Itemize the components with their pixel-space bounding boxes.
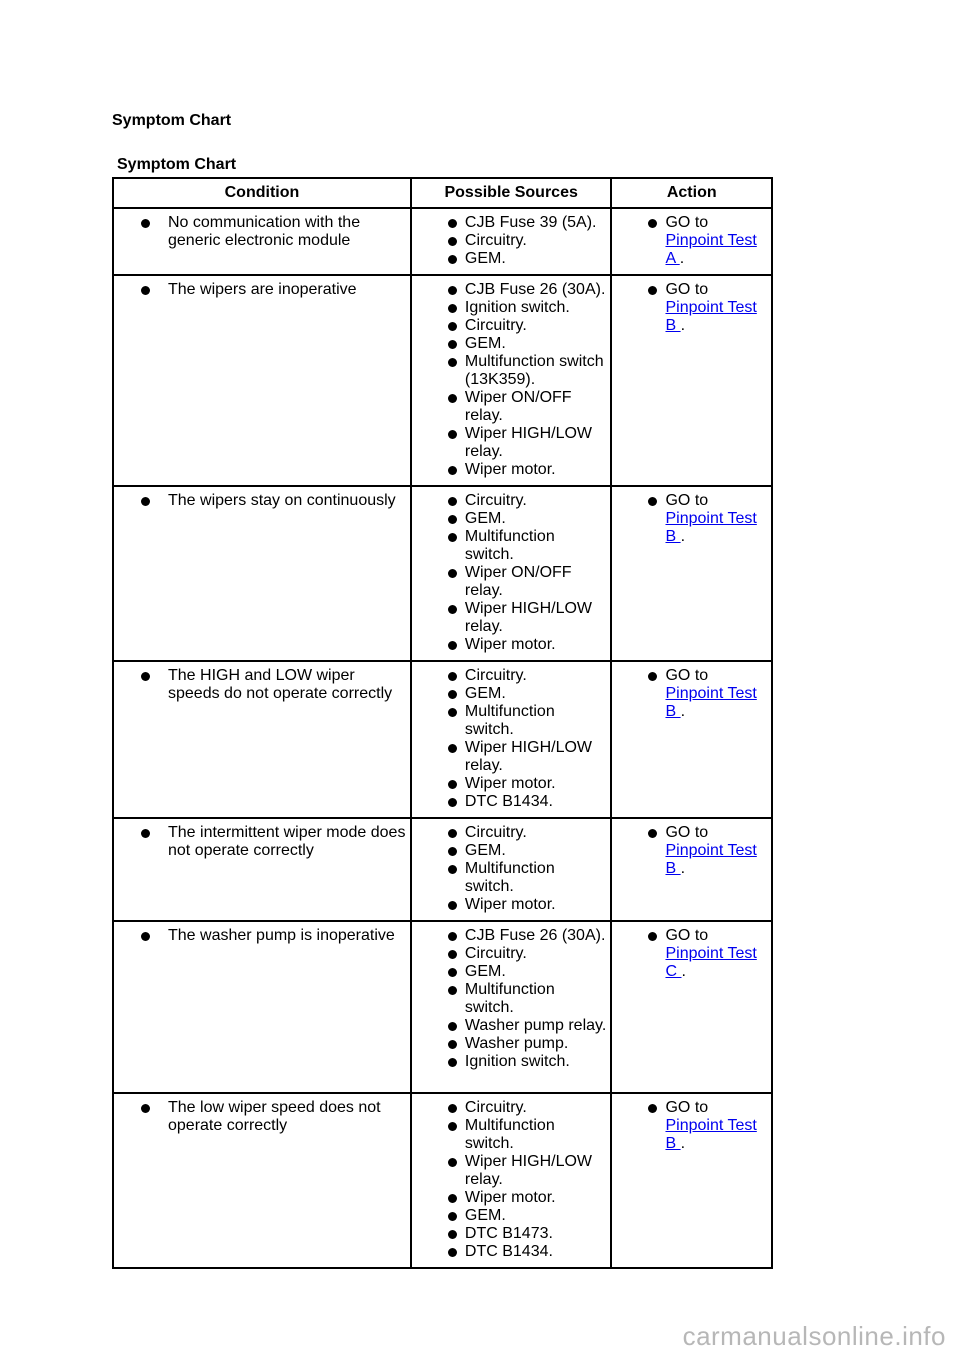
pinpoint-test-link[interactable]: Pinpoint Test B bbox=[665, 510, 757, 545]
action-suffix: . bbox=[681, 963, 686, 980]
source-item: Wiper HIGH/LOW relay. bbox=[412, 1153, 607, 1189]
condition-cell bbox=[113, 921, 411, 1093]
action-item bbox=[612, 214, 767, 268]
source-item: Wiper motor. bbox=[412, 775, 607, 793]
sources-list bbox=[412, 927, 607, 1071]
action-cell bbox=[611, 661, 772, 818]
action-suffix: . bbox=[680, 528, 686, 545]
source-item: DTC B1434. bbox=[412, 793, 607, 811]
source-item: GEM. bbox=[412, 685, 607, 703]
condition-text: The low wiper speed does not operate correctly bbox=[114, 1099, 406, 1135]
source-item: Circuitry. bbox=[412, 317, 607, 335]
table-row bbox=[113, 921, 772, 1093]
source-item: Circuitry. bbox=[412, 492, 607, 510]
source-item: GEM. bbox=[412, 510, 607, 528]
possible-sources-cell bbox=[411, 1093, 612, 1268]
pinpoint-test-link[interactable]: Pinpoint Test B bbox=[665, 842, 757, 877]
source-item: Circuitry. bbox=[412, 667, 607, 685]
action-suffix: . bbox=[679, 250, 685, 267]
source-item: Wiper ON/OFF relay. bbox=[412, 564, 607, 600]
column-header-action: Action bbox=[611, 178, 772, 208]
action-item bbox=[612, 492, 767, 546]
action-item bbox=[612, 824, 767, 878]
source-item: GEM. bbox=[412, 250, 607, 268]
possible-sources-cell bbox=[411, 921, 612, 1093]
action-suffix: . bbox=[680, 703, 686, 720]
action-cell bbox=[611, 486, 772, 661]
condition-cell bbox=[113, 661, 411, 818]
table-row bbox=[113, 208, 772, 275]
source-item: Circuitry. bbox=[412, 1099, 607, 1117]
source-item: Multifunction switch. bbox=[412, 703, 607, 739]
pinpoint-test-link[interactable]: Pinpoint Test B bbox=[665, 685, 757, 720]
sources-list bbox=[412, 667, 607, 811]
condition-text: No communication with the generic electronic module bbox=[114, 214, 406, 250]
action-suffix: . bbox=[680, 860, 686, 877]
pinpoint-test-link[interactable]: Pinpoint Test B bbox=[665, 299, 757, 334]
sources-list bbox=[412, 214, 607, 268]
source-item: GEM. bbox=[412, 1207, 607, 1225]
possible-sources-cell bbox=[411, 818, 612, 921]
source-item: Wiper motor. bbox=[412, 461, 607, 479]
action-prefix: GO to bbox=[665, 492, 709, 509]
source-item: DTC B1434. bbox=[412, 1243, 607, 1261]
action-cell bbox=[611, 818, 772, 921]
source-item: Ignition switch. bbox=[412, 1053, 607, 1071]
table-caption: Symptom Chart bbox=[117, 156, 237, 173]
action-suffix: . bbox=[680, 317, 686, 334]
column-header-sources: Possible Sources bbox=[411, 178, 612, 208]
sources-list bbox=[412, 492, 607, 654]
table-row bbox=[113, 486, 772, 661]
source-item: CJB Fuse 26 (30A). bbox=[412, 927, 607, 945]
condition-cell bbox=[113, 208, 411, 275]
condition-text: The washer pump is inoperative bbox=[114, 927, 406, 945]
source-item: Wiper motor. bbox=[412, 896, 607, 914]
condition-text: The intermittent wiper mode does not operate correctly bbox=[114, 824, 406, 860]
condition-cell bbox=[113, 486, 411, 661]
possible-sources-cell bbox=[411, 208, 612, 275]
source-item: Wiper HIGH/LOW relay. bbox=[412, 739, 607, 775]
action-cell bbox=[611, 275, 772, 486]
action-prefix: GO to bbox=[665, 927, 709, 944]
watermark: carmanualsonline.info bbox=[682, 1321, 946, 1351]
sources-list bbox=[412, 1099, 607, 1261]
column-header-condition: Condition bbox=[113, 178, 411, 208]
source-item: Wiper ON/OFF relay. bbox=[412, 389, 607, 425]
source-item: Circuitry. bbox=[412, 232, 607, 250]
action-suffix: . bbox=[680, 1135, 686, 1152]
condition-text: The wipers stay on continuously bbox=[114, 492, 406, 510]
source-item: GEM. bbox=[412, 335, 607, 353]
table-header-row bbox=[113, 178, 772, 208]
source-item: Multifunction switch. bbox=[412, 981, 607, 1017]
source-item: Wiper HIGH/LOW relay. bbox=[412, 425, 607, 461]
action-item bbox=[612, 281, 767, 335]
page-heading: Symptom Chart bbox=[112, 112, 232, 129]
source-item: CJB Fuse 39 (5A). bbox=[412, 214, 607, 232]
table-row bbox=[113, 818, 772, 921]
source-item: Multifunction switch (13K359). bbox=[412, 353, 607, 389]
pinpoint-test-link[interactable]: Pinpoint Test B bbox=[665, 1117, 757, 1152]
condition-cell bbox=[113, 275, 411, 486]
source-item: Circuitry. bbox=[412, 824, 607, 842]
condition-cell bbox=[113, 1093, 411, 1268]
source-item: Circuitry. bbox=[412, 945, 607, 963]
action-prefix: GO to bbox=[665, 281, 709, 298]
action-cell bbox=[611, 921, 772, 1093]
source-item: Multifunction switch. bbox=[412, 1117, 607, 1153]
source-item: Wiper HIGH/LOW relay. bbox=[412, 600, 607, 636]
source-item: CJB Fuse 26 (30A). bbox=[412, 281, 607, 299]
source-item: Wiper motor. bbox=[412, 636, 607, 654]
pinpoint-test-link[interactable]: Pinpoint Test C bbox=[665, 945, 757, 980]
source-item: Washer pump relay. bbox=[412, 1017, 607, 1035]
table-row bbox=[113, 275, 772, 486]
action-prefix: GO to bbox=[665, 824, 709, 841]
action-prefix: GO to bbox=[665, 1099, 709, 1116]
action-prefix: GO to bbox=[665, 214, 709, 231]
action-prefix: GO to bbox=[665, 667, 709, 684]
action-cell bbox=[611, 208, 772, 275]
possible-sources-cell bbox=[411, 275, 612, 486]
condition-text: The wipers are inoperative bbox=[114, 281, 406, 299]
condition-text: The HIGH and LOW wiper speeds do not operate correctly bbox=[114, 667, 406, 703]
possible-sources-cell bbox=[411, 661, 612, 818]
possible-sources-cell bbox=[411, 486, 612, 661]
action-item bbox=[612, 927, 767, 981]
source-item: DTC B1473. bbox=[412, 1225, 607, 1243]
table-row bbox=[113, 661, 772, 818]
condition-cell bbox=[113, 818, 411, 921]
action-item bbox=[612, 1099, 767, 1153]
source-item: GEM. bbox=[412, 963, 607, 981]
symptom-chart-table bbox=[112, 177, 773, 1269]
source-item: Washer pump. bbox=[412, 1035, 607, 1053]
source-item: GEM. bbox=[412, 842, 607, 860]
table-body bbox=[113, 208, 772, 1268]
action-cell bbox=[611, 1093, 772, 1268]
source-item: Multifunction switch. bbox=[412, 860, 607, 896]
source-item: Wiper motor. bbox=[412, 1189, 607, 1207]
source-item: Multifunction switch. bbox=[412, 528, 607, 564]
sources-list bbox=[412, 281, 607, 479]
source-item: Ignition switch. bbox=[412, 299, 607, 317]
action-item bbox=[612, 667, 767, 721]
sources-list bbox=[412, 824, 607, 914]
table-row bbox=[113, 1093, 772, 1268]
pinpoint-test-link[interactable]: Pinpoint Test A bbox=[665, 232, 757, 267]
